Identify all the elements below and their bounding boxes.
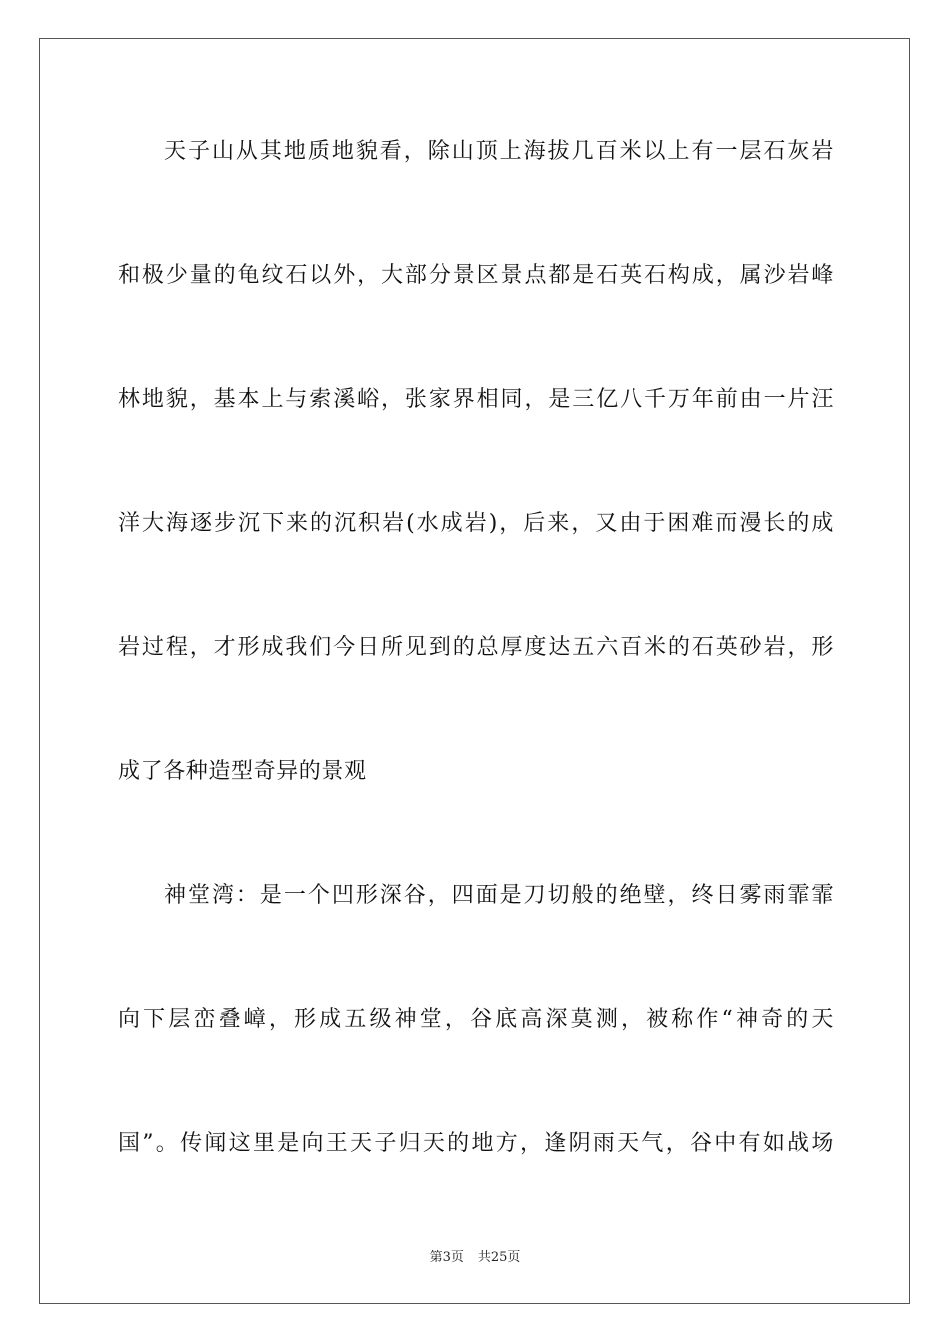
paragraph-1-line-6: 成了各种造型奇异的景观 [118,759,367,784]
paragraph-1-line-4: 洋大海逐步沉下来的沉积岩(水成岩)，后来，又由于困难而漫长的成 [118,511,834,536]
paragraph-2-line-2: 向下层峦叠嶂，形成五级神堂，谷底高深莫测，被称作“神奇的天 [118,1007,834,1032]
paragraph-1-line-5: 岩过程，才形成我们今日所见到的总厚度达五六百米的石英砂岩，形 [118,635,834,660]
paragraph-2-line-1: 神堂湾：是一个凹形深谷，四面是刀切般的绝壁，终日雾雨霏霏 [164,883,834,908]
page-footer [0,1246,950,1265]
paragraph-1-line-2: 和极少量的龟纹石以外，大部分景区景点都是石英石构成，属沙岩峰 [118,263,834,288]
paragraph-1-line-1: 天子山从其地质地貌看，除山顶上海拔几百米以上有一层石灰岩 [164,139,834,164]
page-border [39,38,910,1304]
page-number: 第3页 [429,1250,464,1265]
page-total: 共25页 [477,1250,521,1265]
paragraph-1-line-3: 林地貌，基本上与索溪峪，张家界相同，是三亿八千万年前由一片汪 [118,387,834,412]
paragraph-2-line-3: 国”。传闻这里是向王天子归天的地方，逢阴雨天气，谷中有如战场 [118,1131,834,1156]
